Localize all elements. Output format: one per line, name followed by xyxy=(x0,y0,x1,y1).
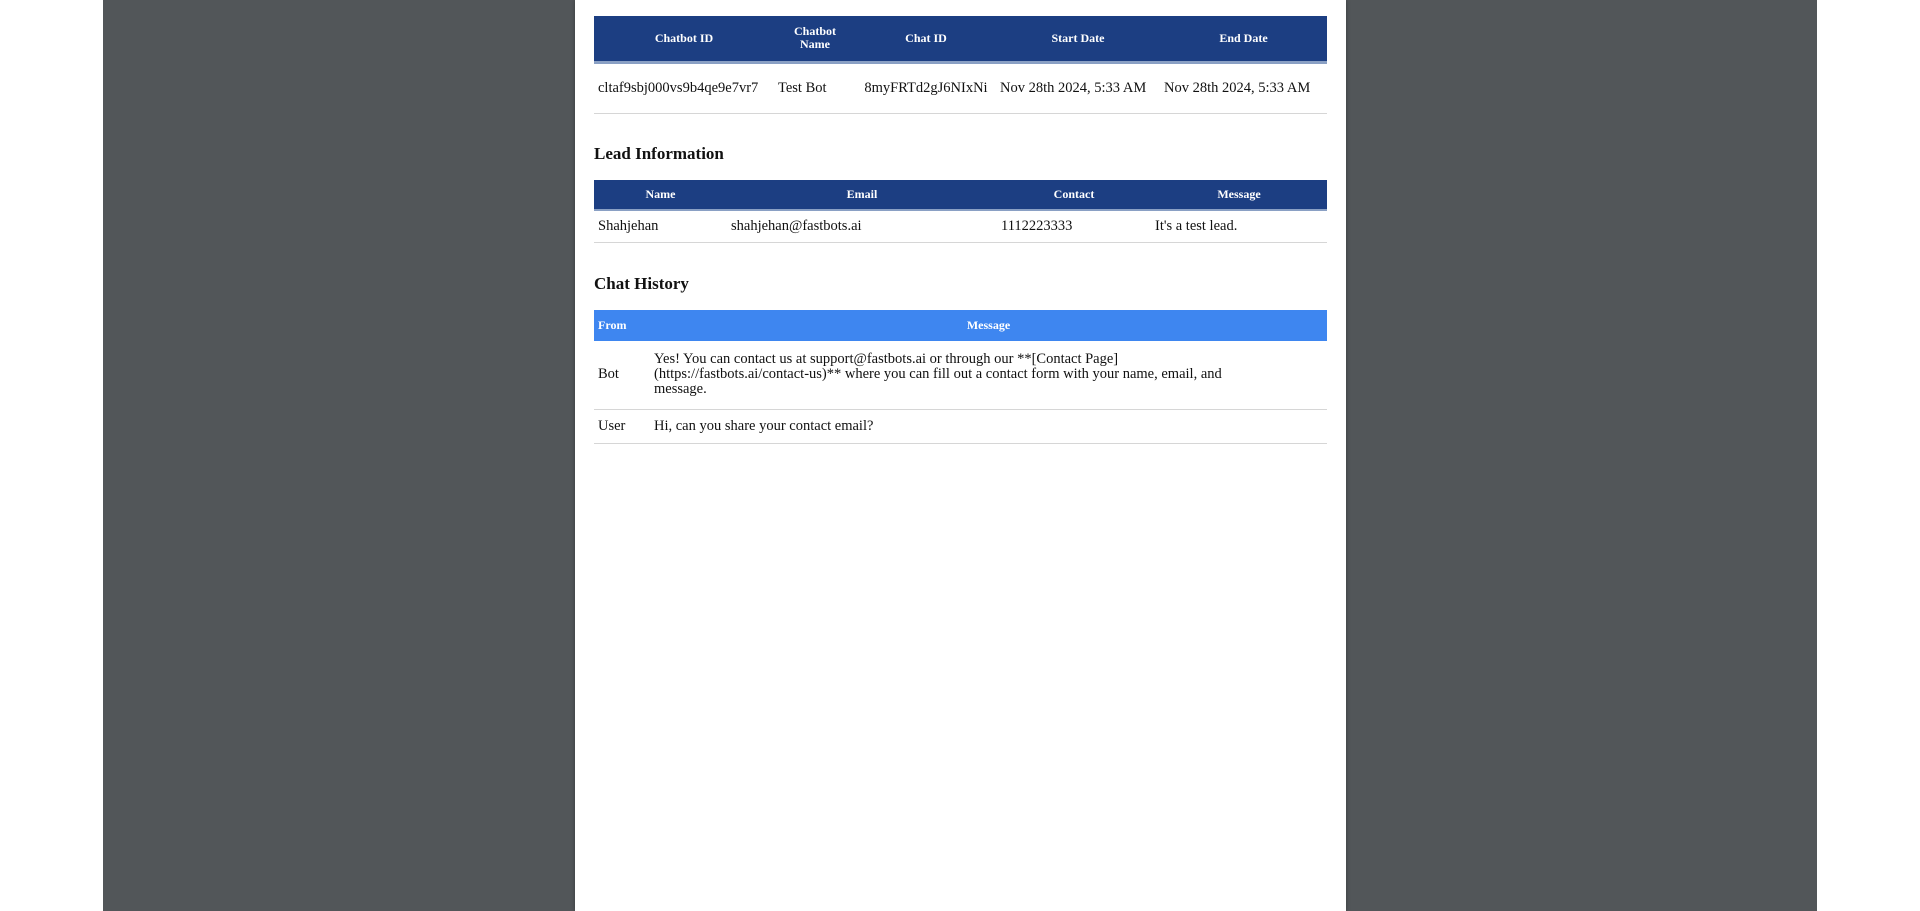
lead-message-cell: It's a test lead. xyxy=(1151,210,1327,243)
col-header-start-date: Start Date xyxy=(1051,30,1105,45)
chat-meta-table xyxy=(594,16,1327,114)
col-header-name: Name xyxy=(645,186,676,201)
lead-name-cell: Shahjehan xyxy=(594,210,727,243)
chatbot-name-cell: Test Bot xyxy=(774,62,856,113)
message-cell: Hi, can you share your contact email? xyxy=(650,409,1327,443)
table-header-row xyxy=(594,310,1327,341)
table-row xyxy=(594,409,1327,443)
lead-information-heading: Lead Information xyxy=(594,143,724,163)
table-header-row xyxy=(594,180,1327,210)
chat-history-heading: Chat History xyxy=(594,274,689,293)
col-header-chatbot-id: Chatbot ID xyxy=(654,30,714,45)
document-page xyxy=(575,0,1346,911)
col-header-end-date: End Date xyxy=(1219,30,1268,45)
page-content xyxy=(594,16,1327,444)
chat-id-cell: 8myFRTd2gJ6NIxNi xyxy=(856,62,996,113)
col-header-contact: Contact xyxy=(1053,186,1095,201)
col-header-from: From xyxy=(598,318,627,332)
from-cell: User xyxy=(594,409,650,443)
col-header-email: Email xyxy=(846,186,878,201)
lead-email-cell: shahjehan@fastbots.ai xyxy=(727,210,997,243)
col-header-message: Message xyxy=(1217,186,1261,201)
start-date-cell: Nov 28th 2024, 5:33 AM xyxy=(996,62,1160,113)
lead-contact-cell: 1112223333 xyxy=(997,210,1151,243)
end-date-cell: Nov 28th 2024, 5:33 AM xyxy=(1160,62,1327,113)
chatbot-id-cell: cltaf9sbj000vs9b4qe9e7vr7 xyxy=(594,62,774,113)
table-row xyxy=(594,62,1327,113)
col-header-chat-id: Chat ID xyxy=(905,30,947,45)
col-header-message: Message xyxy=(966,318,1011,332)
chat-history-table xyxy=(594,310,1327,444)
col-header-chatbot-name: Chatbot Name xyxy=(793,24,836,52)
table-row xyxy=(594,341,1327,409)
table-header-row xyxy=(594,16,1327,62)
lead-information-table xyxy=(594,180,1327,244)
message-cell: Yes! You can contact us at support@fastbots.ai or through our **[Contact Page](https://fastbots.ai/contact-us)** where you can fill out a contact form with your name, email, and message. xyxy=(650,341,1327,409)
from-cell: Bot xyxy=(594,341,650,409)
table-row xyxy=(594,210,1327,243)
